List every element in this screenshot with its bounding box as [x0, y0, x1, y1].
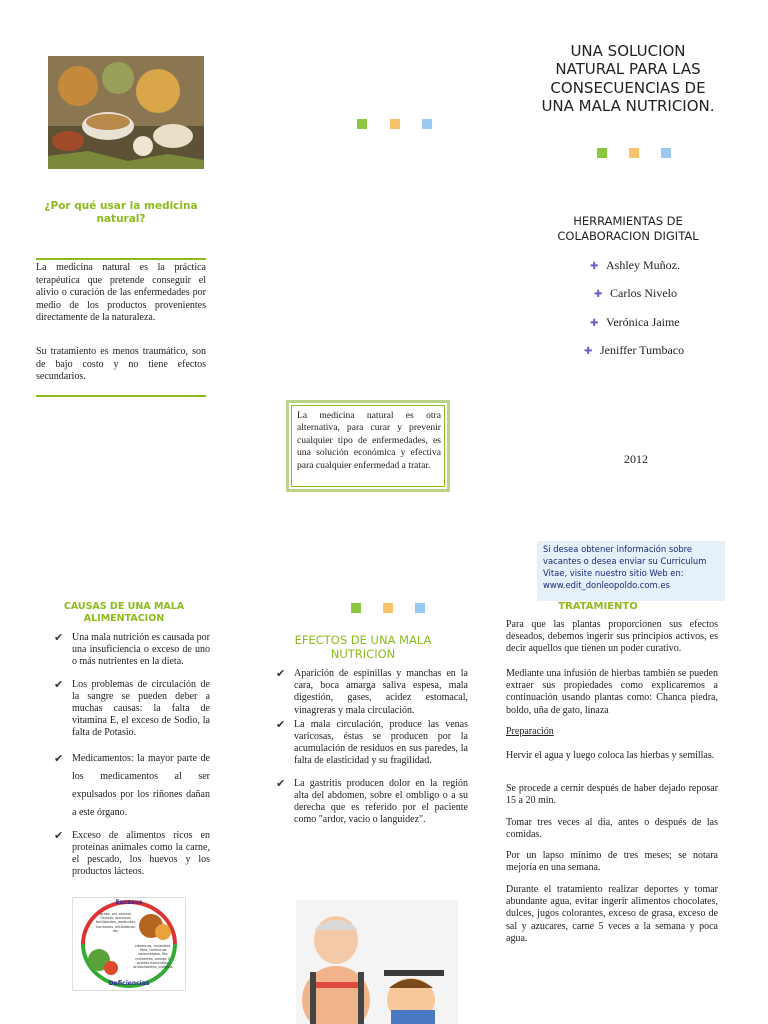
nutrition-diagram	[72, 897, 186, 991]
check-icon: ✔	[276, 668, 286, 680]
author-item: ✚ Verónica Jaime	[590, 315, 680, 329]
why-paragraph-2: Su tratamiento es menos traumático, son de bajo costo y no tiene efectos secundarios.	[36, 346, 206, 382]
treatment-step: Hervir el agua y luego coloca las hierbas y semillas.	[506, 750, 715, 761]
deco-square-orange	[390, 119, 400, 129]
list-item: ✔ La gastritis producen dolor en la región alta del abdomen, sobre el ombligo o a su derecha que es referido por el paciente como "ardor, vacio o languidez".	[276, 777, 468, 826]
author-item: ✚ Ashley Muñoz.	[590, 258, 680, 272]
pushpin-icon: ✚	[590, 261, 599, 272]
diagram-right-text: vitaminas, minerales, fibra, hormonas balanceadas, fito nutrientes, omega 3, aceites esenciales, antioxidantes, proteína	[133, 944, 173, 970]
deco-square-green	[597, 148, 607, 158]
deco-square-green	[351, 603, 361, 613]
list-item: ✔ Aparición de espinillas y manchas en la cara, boca amarga saliva espesa, mala digestión, gases, acidez estomacal, vinagreras y mala circulación.	[276, 668, 468, 716]
deco-square-green	[357, 119, 367, 129]
author-item: ✚ Jeniffer Tumbaco	[584, 343, 685, 357]
list-item: ✔ Los problemas de circulación de la sangre se pueden deber a muchas causas: la falta de vitamina E, el exceso de Sodio, la falta de Potasio.	[54, 678, 210, 739]
pushpin-icon: ✚	[584, 346, 593, 357]
treatment-intro: Para que las plantas proporcionen sus efectos deseados, debemos ingerir sus principios activos, es decir aquellos que tienen un poder curativo.	[506, 619, 718, 655]
list-item: ✔ Una mala nutrición es causada por una insuficiencia o exceso de uno o más nutrientes en la dieta.	[54, 632, 211, 668]
preparation-label: Preparación	[506, 726, 554, 737]
deco-square-blue	[415, 603, 425, 613]
herbs-photo	[48, 56, 204, 169]
treatment-step: Por un lapso mínimo de tres meses; se notara mejoría en una semana.	[506, 850, 718, 874]
pushpin-icon: ✚	[594, 289, 603, 300]
check-icon: ✔	[54, 829, 64, 842]
why-top-line	[36, 258, 206, 260]
check-icon: ✔	[276, 718, 286, 731]
diagram-left-text: grasa, sal, alcohol, harinas, químicos, fertilizantes, pesticidas, hormonas, antibióticos, etc.	[95, 912, 137, 933]
brochure-title: UNA SOLUCION NATURAL PARA LAS CONSECUENCIAS DE UNA MALA NUTRICION.	[541, 42, 715, 116]
list-item: ✔ Exceso de alimentos ricos en proteínas animales como la carne, el pescado, los huevos y los productos lácteos.	[54, 829, 210, 878]
check-icon: ✔	[276, 777, 286, 790]
author-item: ✚ Carlos Nivelo	[594, 286, 677, 300]
deco-square-orange	[383, 603, 393, 613]
pushpin-icon: ✚	[590, 318, 599, 329]
causes-heading: CAUSAS DE UNA MALA ALIMENTACION	[63, 601, 185, 624]
deco-square-blue	[661, 148, 671, 158]
tools-heading: HERRAMIENTAS DE COLABORACION DIGITAL	[557, 214, 699, 243]
treatment-step: Durante el tratamiento realizar deportes y tomar abundante agua, evitar ingerir alimentos chocolates, dulces, jugos colorantes, exceso de grasa, exceso de sal y azucares, carne 5 veces a la semana y poca agua.	[506, 884, 718, 944]
treatment-intro-2: Mediante una infusión de hierbas también se pueden extraer sus propiedades como explicaremos a continuación usando plantas como: Chanca piedra, boldo, uña de gato, linaza	[506, 668, 718, 716]
why-paragraph-1: La medicina natural es la práctica terapéutica que pretende conseguir el alivio o curación de las enfermedades por medio de los productos provenientes directamente de la naturaleza.	[36, 262, 206, 323]
treatment-heading: TRATAMIENTO	[558, 601, 638, 612]
diagram-top-label: Excesos	[115, 899, 143, 906]
deco-square-orange	[629, 148, 639, 158]
why-bottom-line	[36, 395, 206, 397]
causes-list	[54, 632, 210, 888]
callout-text: La medicina natural es otra alternativa, para curar y prevenir cualquier tipo de enfermedades, es una solución económica y efectiva para cualquier enfermedad a tratar.	[297, 410, 441, 471]
year: 2012	[624, 452, 648, 466]
treatment-step: Tomar tres veces al día, antes o después de las comidas.	[506, 817, 718, 841]
deco-square-blue	[422, 119, 432, 129]
diagram-bottom-label: Deficiencias	[108, 980, 150, 987]
check-icon: ✔	[54, 752, 64, 765]
cartoon-illustration	[296, 900, 458, 1024]
info-box[interactable]: Si desea obtener información sobre vacantes o desea enviar su Curriculum Vitae, visite nuestro sitio Web en: www.edit_donleopoldo.com.es	[537, 541, 725, 601]
treatment-step: Se procede a cernir después de haber dejado reposar 15 a 20 min.	[506, 783, 718, 807]
list-item: ✔ Medicamentos: la mayor parte de los medicamentos al ser expulsados por los riñones dañan a este órgano.	[54, 750, 210, 822]
why-heading: ¿Por qué usar la medicina natural?	[44, 200, 198, 225]
effects-list	[276, 668, 468, 836]
effects-heading: EFECTOS DE UNA MALA NUTRICION	[294, 633, 432, 661]
check-icon: ✔	[54, 678, 64, 691]
list-item: ✔ La mala circulación, produce las venas varicosas, éstas se producen por la acumulación de residuos en sus paredes, la falta de elasticidad y su fragilidad.	[276, 718, 468, 767]
callout-box	[286, 400, 450, 492]
check-icon: ✔	[54, 632, 64, 644]
